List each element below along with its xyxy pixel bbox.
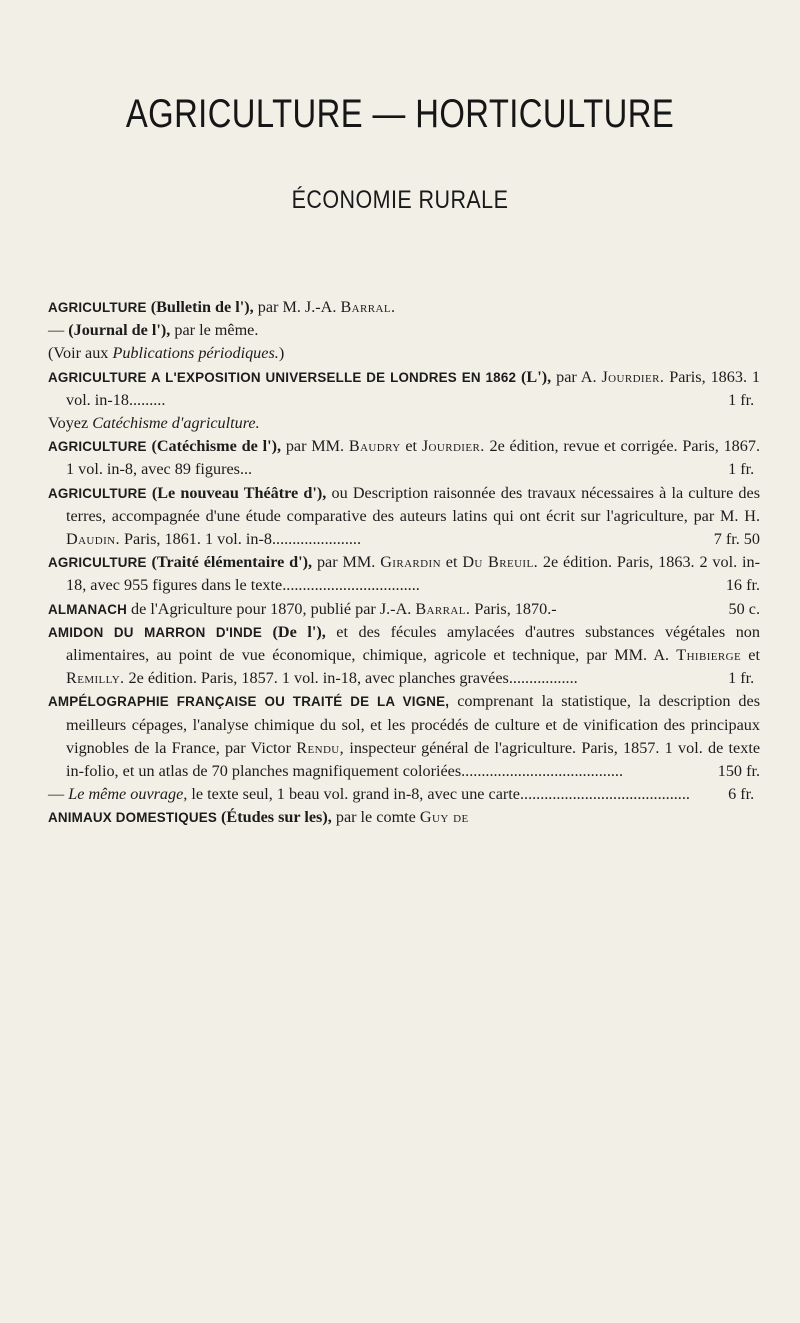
entry-author: Du Breuil. (462, 553, 539, 572)
entry-subtitle: (Catéchisme de l'), (146, 437, 282, 456)
entry-text: par MM. (312, 553, 381, 572)
entry-text: ) (278, 344, 285, 363)
entry-author: Barral. (415, 599, 471, 618)
entry-text: (Voir aux (48, 344, 113, 363)
entry-text: et (741, 646, 760, 665)
entry-text: Voyez (48, 414, 93, 433)
entry-price: 7 fr. 50 (713, 530, 760, 549)
entry-price: 1 fr. (728, 669, 755, 688)
entry-leader: ......... (128, 390, 166, 409)
entry-text: Paris, 1861. 1 vol. in-8 (119, 530, 272, 549)
entry-subtitle: (Études sur les), (216, 808, 332, 827)
entry-text: inspecteur général de l'agriculture. Paris, 1857. 1 vol. de texte in-folio, et un atlas de 70 planches magnifiquement coloriées (66, 738, 761, 781)
catalogue-entry (48, 621, 760, 691)
entry-heading: ALMANACH (48, 601, 127, 617)
entry-heading: ANIMAUX DOMESTIQUES (48, 810, 217, 826)
catalogue-entry (48, 296, 760, 319)
catalogue-entry (48, 319, 760, 342)
entry-text: le texte seul, 1 beau vol. grand in-8, avec une carte (187, 785, 520, 804)
entry-text: par le comte (331, 808, 420, 827)
entry-heading: AGRICULTURE A L'EXPOSITION UNIVERSELLE DE LONDRES EN 1862 (48, 369, 517, 385)
catalogue-entry (48, 551, 760, 597)
entry-author: Girardin (380, 553, 441, 572)
catalogue-entry (48, 806, 760, 829)
catalogue-entry (48, 783, 760, 806)
entry-leader: .......................................... (519, 785, 690, 804)
entry-text: et (440, 553, 463, 572)
entry-italic: Catéchisme d'agriculture. (92, 414, 260, 433)
entry-price: 50 c. (728, 599, 760, 618)
entry-price: 16 fr. (725, 576, 760, 595)
entry-author: Guy de (419, 808, 469, 827)
entry-heading: AGRICULTURE (48, 555, 147, 571)
page-subtitle: ÉCONOMIE RURALE (291, 186, 509, 214)
entry-subtitle: (Journal de l'), (68, 321, 171, 340)
entry-subtitle: (De l'), (261, 622, 326, 641)
entry-heading: AGRICULTURE (48, 485, 147, 501)
entry-text: et des fécules amylacées d'autres substances végétales non alimentaires, au point de vue économique, chimique, agricole et technique, par MM. A. (66, 622, 760, 665)
entry-heading: AGRICULTURE (48, 300, 147, 315)
entry-text: Paris, 1863. 1 vol. in-18 (66, 367, 760, 409)
entry-leader: ...................... (271, 530, 361, 549)
entry-italic: Publications périodiques. (112, 344, 279, 363)
catalogue-entry (48, 435, 760, 481)
catalogue-entry (48, 366, 760, 412)
entry-leader: .................................. (282, 576, 420, 595)
entry-text: par MM. (281, 437, 349, 456)
entry-author: Remilly. (66, 669, 125, 688)
entry-price: 150 fr. (717, 762, 760, 781)
entry-heading: AMIDON DU MARRON D'INDE (48, 624, 262, 640)
entry-text: de l'Agriculture pour 1870, publié par J.-A. (126, 599, 416, 618)
entry-author: Barral. (340, 298, 396, 316)
entry-author: Rendu, (296, 738, 345, 757)
entry-text: 2e édition. Paris, 1857. 1 vol. in-18, avec planches gravées (124, 669, 509, 688)
entry-price: 6 fr. (728, 785, 755, 804)
entry-text: et (400, 437, 422, 456)
entry-text: par le même. (170, 321, 259, 340)
entry-subtitle: (Le nouveau Théâtre d'), (146, 483, 327, 502)
catalogue-entry (48, 482, 760, 552)
entry-leader: ........................................ (461, 762, 623, 781)
entry-price: 1 fr. (728, 390, 755, 409)
entry-author: Daudin. (66, 530, 120, 549)
entry-text: 2e édition. Paris, 1863. 2 vol. in-18, avec 955 figures dans le texte (66, 553, 760, 595)
entry-text: par A. (551, 367, 602, 386)
catalogue-entry (48, 690, 760, 783)
entry-text: 2e édition, revue et corrigée. Paris, 1867. 1 vol. in-8, avec 89 figures... (66, 437, 760, 479)
catalogue-entry (48, 598, 760, 621)
page-title: AGRICULTURE — HORTICULTURE (125, 92, 675, 136)
entry-subtitle: (Traité élémentaire d'), (146, 553, 313, 572)
entry-author: Thibierge (676, 646, 742, 665)
entry-text: ou Description raisonnée des travaux nécessaires à la culture des terres, accompagnée d'une étude comparative des auteurs latins qui ont écrit sur l'agriculture, par M. H. (66, 483, 760, 525)
catalogue-entry (48, 342, 760, 365)
entry-author: Jourdier. (421, 437, 485, 456)
catalogue-entry (48, 412, 760, 435)
entry-heading: AGRICULTURE (48, 439, 147, 455)
entry-italic: Le même ouvrage, (68, 785, 188, 804)
entry-price: 1 fr. (728, 460, 755, 479)
entry-heading: AMPÉLOGRAPHIE FRANÇAISE OU TRAITÉ DE LA VIGNE, (48, 694, 450, 710)
entry-leader: ................. (508, 669, 578, 688)
entry-subtitle: (Bulletin de l'), (150, 298, 254, 316)
catalogue-entries (48, 296, 760, 830)
entry-author: Baudry (348, 437, 401, 456)
entry-subtitle: (L'), (516, 367, 552, 386)
entry-text: Paris, 1870.- (470, 599, 557, 618)
entry-dash: — (48, 785, 69, 804)
entry-author: Jourdier. (601, 367, 665, 386)
entry-text: par M. J.-A. (253, 298, 341, 316)
entry-text: comprenant la statistique, la description des meilleurs cépages, l'analyse chimique du sol, et les procédés de culture et de vinification des principaux vignobles de la France, par Victor (66, 692, 760, 757)
entry-dash: — (48, 321, 69, 340)
